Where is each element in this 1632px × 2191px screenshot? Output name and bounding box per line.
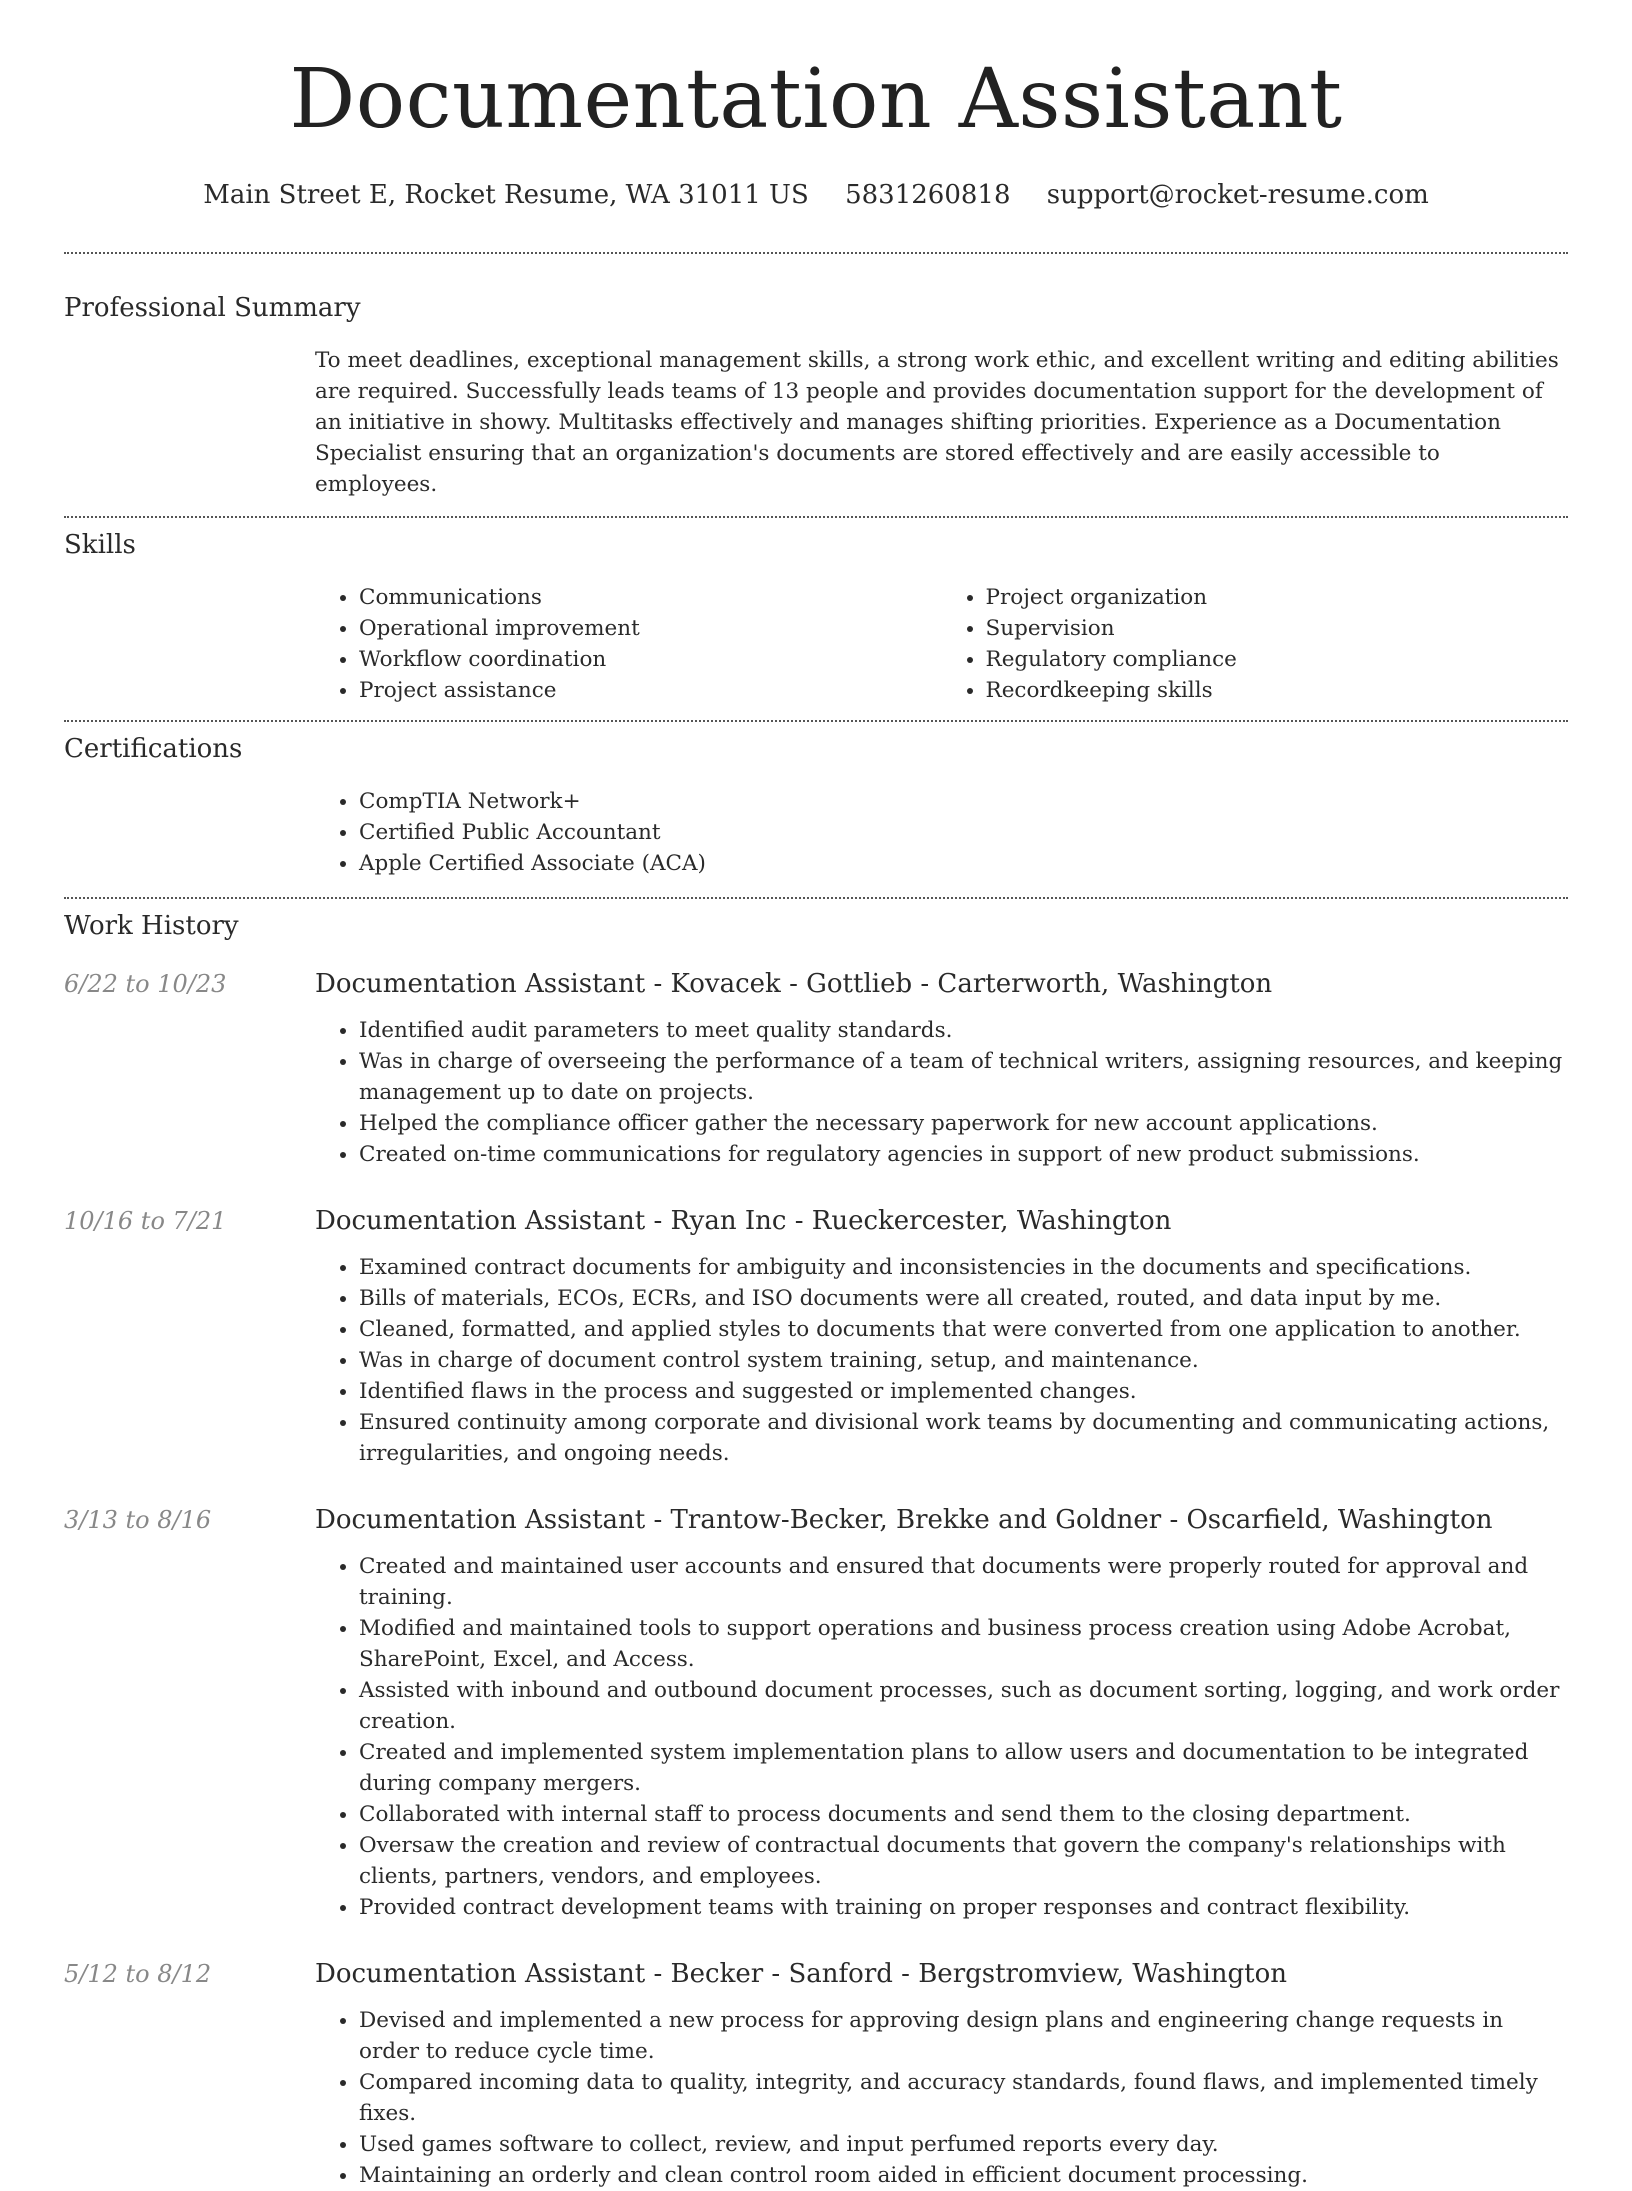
job-bullet: • Created and maintained user accounts and ensured that documents were properly routed for approval and training. <box>359 1551 1568 1613</box>
skills-list-left <box>315 582 942 706</box>
skills-list-right <box>942 582 1569 706</box>
job-bullet: • Bills of materials, ECOs, ECRs, and ISO documents were all created, routed, and data input by me. <box>359 1283 1568 1314</box>
job-header <box>64 1204 1568 1238</box>
job-entry <box>64 1957 1568 2191</box>
job-bullet: • Identified audit parameters to meet quality standards. <box>359 1015 1568 1046</box>
job-header <box>64 967 1568 1001</box>
job-bullet: • Was in charge of document control system training, setup, and maintenance. <box>359 1345 1568 1376</box>
skills-grid <box>315 582 1568 706</box>
certifications-section <box>64 722 1568 897</box>
skill-item: • Workflow coordination <box>359 644 942 675</box>
resume-name: Documentation Assistant <box>289 52 1343 147</box>
job-bullet: • Modified and maintained tools to support operations and business process creation using Adobe Acrobat, SharePoint, Excel, and Access. <box>359 1613 1568 1675</box>
job-bullet: • Devised and implemented a new process for approving design plans and engineering change requests in order to reduce cycle time. <box>359 2005 1568 2067</box>
job-bullet: • Created and implemented system implementation plans to allow users and documentation to be integrated during company mergers. <box>359 1737 1568 1799</box>
skill-item: • Communications <box>359 582 942 613</box>
skill-item: • Recordkeeping skills <box>986 675 1569 706</box>
job-date: 6/22 to 10/23 <box>64 970 227 998</box>
certification-item: • Certified Public Accountant <box>359 817 1568 848</box>
summary-text: To meet deadlines, exceptional management skills, a strong work ethic, and excellent writing and editing abilities are required. Successfully leads teams of 13 people and provides documentation support for the development of an initiative in showy. Multitasks effectively and manages shifting priorities. Experience as a Documentation Specialist ensuring that an organization's documents are stored effectively and are easily accessible to employees. <box>315 348 1559 497</box>
job-entry <box>64 1204 1568 1469</box>
job-bullet: • Cleaned, formatted, and applied styles to documents that were converted from one application to another. <box>359 1314 1568 1345</box>
job-bullet: • Compared incoming data to quality, integrity, and accuracy standards, found flaws, and implemented timely fixes. <box>359 2067 1568 2129</box>
summary-heading: Professional Summary <box>64 293 361 323</box>
summary-content <box>315 345 1568 500</box>
job-bullets <box>315 1551 1568 1923</box>
job-bullet: • Used games software to collect, review, and input perfumed reports every day. <box>359 2129 1568 2160</box>
job-bullet: • Examined contract documents for ambiguity and inconsistencies in the documents and specifications. <box>359 1252 1568 1283</box>
job-bullet: • Created on-time communications for regulatory agencies in support of new product submissions. <box>359 1139 1568 1170</box>
work-history-section <box>64 899 1568 2191</box>
skill-item: • Regulatory compliance <box>986 644 1569 675</box>
skills-heading: Skills <box>64 530 136 560</box>
job-title: Documentation Assistant - Ryan Inc - Rueckercester, Washington <box>315 1206 1172 1236</box>
summary-section <box>64 254 1568 516</box>
contact-line <box>64 178 1568 212</box>
certifications-content <box>315 786 1568 879</box>
skills-section <box>64 518 1568 720</box>
job-bullet: • Maintaining an orderly and clean control room aided in efficient document processing. <box>359 2160 1568 2191</box>
job-bullet: • Identified flaws in the process and suggested or implemented changes. <box>359 1376 1568 1407</box>
job-entry <box>64 1503 1568 1923</box>
skill-item: • Project organization <box>986 582 1569 613</box>
job-bullet: • Was in charge of overseeing the performance of a team of technical writers, assigning resources, and keeping management up to date on projects. <box>359 1046 1568 1108</box>
job-bullets <box>315 1015 1568 1170</box>
job-bullet: • Provided contract development teams with training on proper responses and contract flexibility. <box>359 1892 1568 1923</box>
contact-email: support@rocket-resume.com <box>1046 180 1429 210</box>
contact-address: Main Street E, Rocket Resume, WA 31011 US <box>203 180 809 210</box>
job-header <box>64 1957 1568 1991</box>
job-bullets <box>315 1252 1568 1469</box>
job-title: Documentation Assistant - Becker - Sanford - Bergstromview, Washington <box>315 1959 1287 1989</box>
certification-item: • CompTIA Network+ <box>359 786 1568 817</box>
job-bullet: • Oversaw the creation and review of contractual documents that govern the company's relationships with clients, partners, vendors, and employees. <box>359 1830 1568 1892</box>
job-entry <box>64 967 1568 1170</box>
work-history-heading: Work History <box>64 911 239 941</box>
job-title: Documentation Assistant - Trantow-Becker, Brekke and Goldner - Oscarfield, Washington <box>315 1505 1493 1535</box>
job-bullets <box>315 2005 1568 2191</box>
job-date: 10/16 to 7/21 <box>64 1207 227 1235</box>
job-date: 5/12 to 8/12 <box>64 1960 212 1988</box>
certifications-heading: Certifications <box>64 734 243 764</box>
skill-item: • Supervision <box>986 613 1569 644</box>
job-date: 3/13 to 8/16 <box>64 1506 212 1534</box>
job-header <box>64 1503 1568 1537</box>
job-bullet: • Assisted with inbound and outbound document processes, such as document sorting, logging, and work order creation. <box>359 1675 1568 1737</box>
job-bullet: • Ensured continuity among corporate and divisional work teams by documenting and communicating actions, irregularities, and ongoing needs. <box>359 1407 1568 1469</box>
skill-item: • Project assistance <box>359 675 942 706</box>
skill-item: • Operational improvement <box>359 613 942 644</box>
job-bullet: • Collaborated with internal staff to process documents and send them to the closing department. <box>359 1799 1568 1830</box>
job-bullet: • Helped the compliance officer gather the necessary paperwork for new account applications. <box>359 1108 1568 1139</box>
contact-phone: 5831260818 <box>845 180 1011 210</box>
certification-item: • Apple Certified Associate (ACA) <box>359 848 1568 879</box>
certifications-list <box>315 786 1568 879</box>
job-title: Documentation Assistant - Kovacek - Gottlieb - Carterworth, Washington <box>315 969 1273 999</box>
